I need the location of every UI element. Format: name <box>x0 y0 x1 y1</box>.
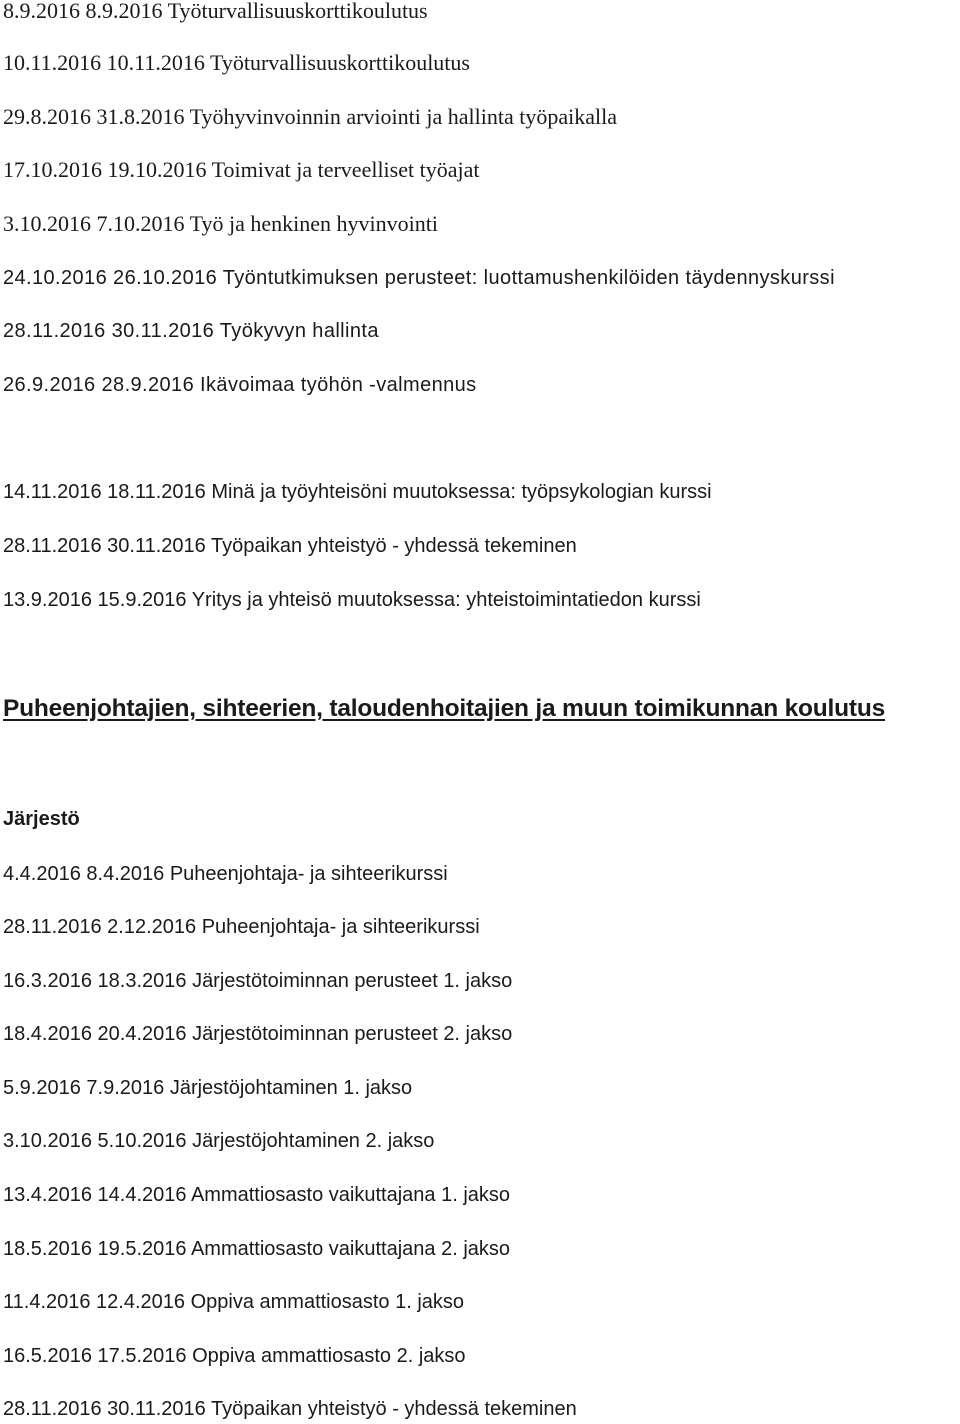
course-entry: 16.5.2016 17.5.2016 Oppiva ammattiosasto 2. jakso <box>3 1345 466 1367</box>
course-entry: 29.8.2016 31.8.2016 Työhyvinvoinnin arviointi ja hallinta työpaikalla <box>3 104 617 129</box>
course-entry: 18.5.2016 19.5.2016 Ammattiosasto vaikuttajana 2. jakso <box>3 1238 511 1260</box>
course-entry: 14.11.2016 18.11.2016 Minä ja työyhteisöni muutoksessa: työpsykologian kurssi <box>3 481 712 503</box>
section-heading: Puheenjohtajien, sihteerien, taloudenhoitajien ja muun toimikunnan koulutus <box>3 695 886 722</box>
course-entry: 13.4.2016 14.4.2016 Ammattiosasto vaikuttajana 1. jakso <box>3 1184 511 1206</box>
course-entry: 3.10.2016 5.10.2016 Järjestöjohtaminen 2. jakso <box>3 1130 435 1152</box>
course-entry: 10.11.2016 10.11.2016 Työturvallisuuskorttikoulutus <box>3 50 470 75</box>
course-entry: 3.10.2016 7.10.2016 Työ ja henkinen hyvinvointi <box>3 211 438 236</box>
course-entry: 28.11.2016 30.11.2016 Työpaikan yhteistyö - yhdessä tekeminen <box>3 1398 577 1420</box>
course-entry: 5.9.2016 7.9.2016 Järjestöjohtaminen 1. jakso <box>3 1077 413 1099</box>
course-entry: 11.4.2016 12.4.2016 Oppiva ammattiosasto 1. jakso <box>3 1291 465 1313</box>
course-entry: 26.9.2016 28.9.2016 Ikävoimaa työhön -valmennus <box>3 374 477 396</box>
course-entry: 28.11.2016 30.11.2016 Työkyvyn hallinta <box>3 320 379 342</box>
course-entry: 8.9.2016 8.9.2016 Työturvallisuuskorttikoulutus <box>3 0 428 23</box>
course-entry: 28.11.2016 30.11.2016 Työpaikan yhteistyö - yhdessä tekeminen <box>3 535 577 557</box>
course-entry: 16.3.2016 18.3.2016 Järjestötoiminnan perusteet 1. jakso <box>3 970 513 992</box>
course-entry: 4.4.2016 8.4.2016 Puheenjohtaja- ja sihteerikurssi <box>3 863 448 885</box>
course-entry: 24.10.2016 26.10.2016 Työntutkimuksen perusteet: luottamushenkilöiden täydennyskurssi <box>3 267 835 289</box>
section-subheading: Järjestö <box>3 808 80 830</box>
course-entry: 13.9.2016 15.9.2016 Yritys ja yhteisö muutoksessa: yhteistoimintatiedon kurssi <box>3 589 701 611</box>
course-entry: 28.11.2016 2.12.2016 Puheenjohtaja- ja sihteerikurssi <box>3 916 480 938</box>
course-entry: 18.4.2016 20.4.2016 Järjestötoiminnan perusteet 2. jakso <box>3 1023 513 1045</box>
course-entry: 17.10.2016 19.10.2016 Toimivat ja terveelliset työajat <box>3 157 480 182</box>
